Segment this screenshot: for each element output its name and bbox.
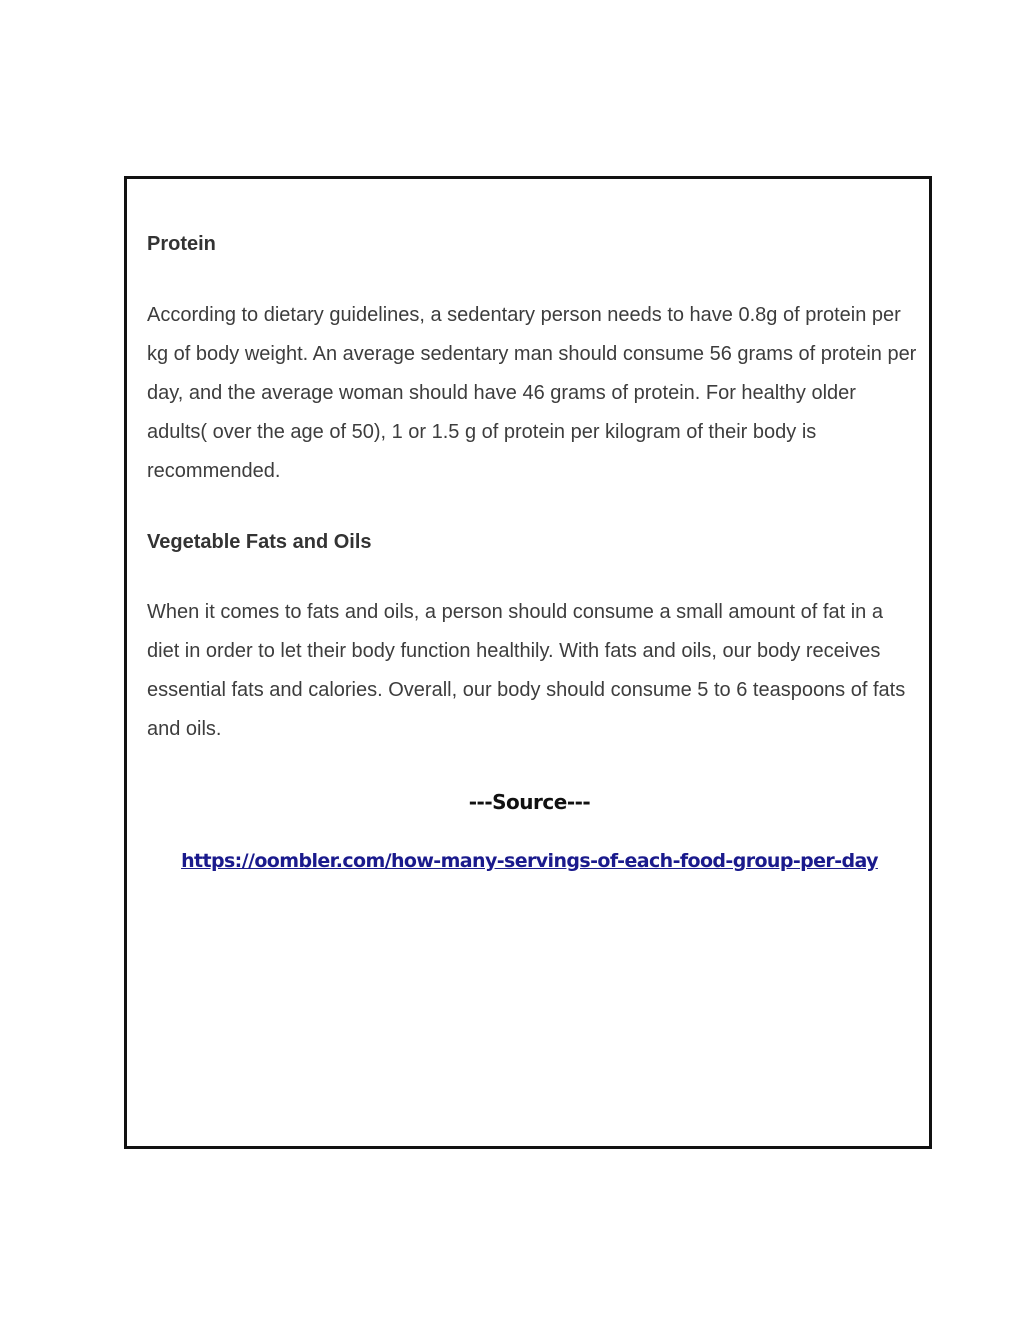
source-link[interactable]: https://oombler.com/how-many-servings-of-each-food-group-per-day (181, 850, 878, 872)
section-heading-protein: Protein (147, 233, 216, 255)
section-body-fats-oils: When it comes to fats and oils, a person should consume a small amount of fat in a diet in order to let their body function healthily. With fats and oils, our body receives essential fats and calories. Overall, our body should consume 5 to 6 teaspoons of fats and oils. (147, 601, 906, 740)
section-body-protein: According to dietary guidelines, a sedentary person needs to have 0.8g of protein per kg of body weight. An average sedentary man should consume 56 grams of protein per day, and the average woman should have 46 grams of protein. For healthy older adults( over the age of 50), 1 or 1.5 g of protein per kilogram of their body is recommended. (147, 304, 917, 482)
content-frame (124, 176, 932, 1149)
section-heading-fats-oils: Vegetable Fats and Oils (147, 531, 372, 553)
source-label: ---Source--- (468, 790, 591, 814)
